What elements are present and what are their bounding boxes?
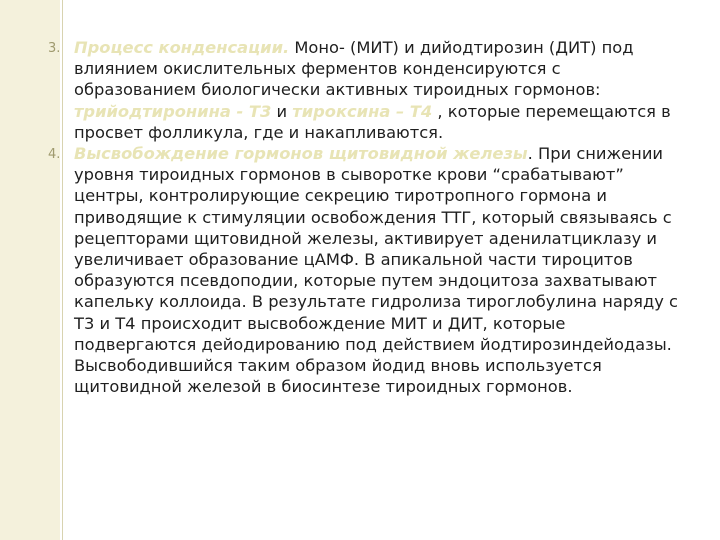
item-text: Моно- (МИТ) и дийодтирозин (ДИТ) под влиянием окислительных ферментов конденсируются с образованием биологически активных тироидных гормонов: xyxy=(74,38,634,100)
list-item-release xyxy=(0,143,720,397)
item-text-end: , которые перемещаются в просвет фолликула, где и накапливаются. xyxy=(74,101,671,142)
item-number: 4. xyxy=(48,147,61,163)
item-heading: Высвобождение гормонов щитовидной железы xyxy=(74,144,528,164)
item-number: 3. xyxy=(48,41,61,56)
slide-content xyxy=(0,37,720,397)
list-item-condensation xyxy=(0,37,720,143)
item-text: . При снижении уровня тироидных гормонов в сыворотке крови “срабатывают” центры, контролирующие секрецию тиротропного гормона и приводящие к стимуляции освобождения ТТГ, который связываясь с рецепторами щитовидной железы, активирует аденилатциклазу и увеличивает образование цАМФ. В апикальной части тироцитов образуются псевдоподии, которые путем эндоцитоза захватывают капельку коллоида. В результате гидролиза тироглобулина наряду с Т3 и Т4 происходит высвобождение МИТ и ДИТ, которые подвергаются дейодированию под действием йодтирозиндейодазы. Высвободившийся таким образом йодид вновь используется щитовидной железой в биосинтезе тироидных гормонов. xyxy=(74,144,678,397)
item-text-connector: и xyxy=(271,101,293,121)
item-heading: Процесс конденсации. xyxy=(74,38,290,57)
hormone-t4: тироксина – Т4 xyxy=(292,101,433,121)
hormone-t3: трийодтиронина - Т3 xyxy=(74,101,272,121)
